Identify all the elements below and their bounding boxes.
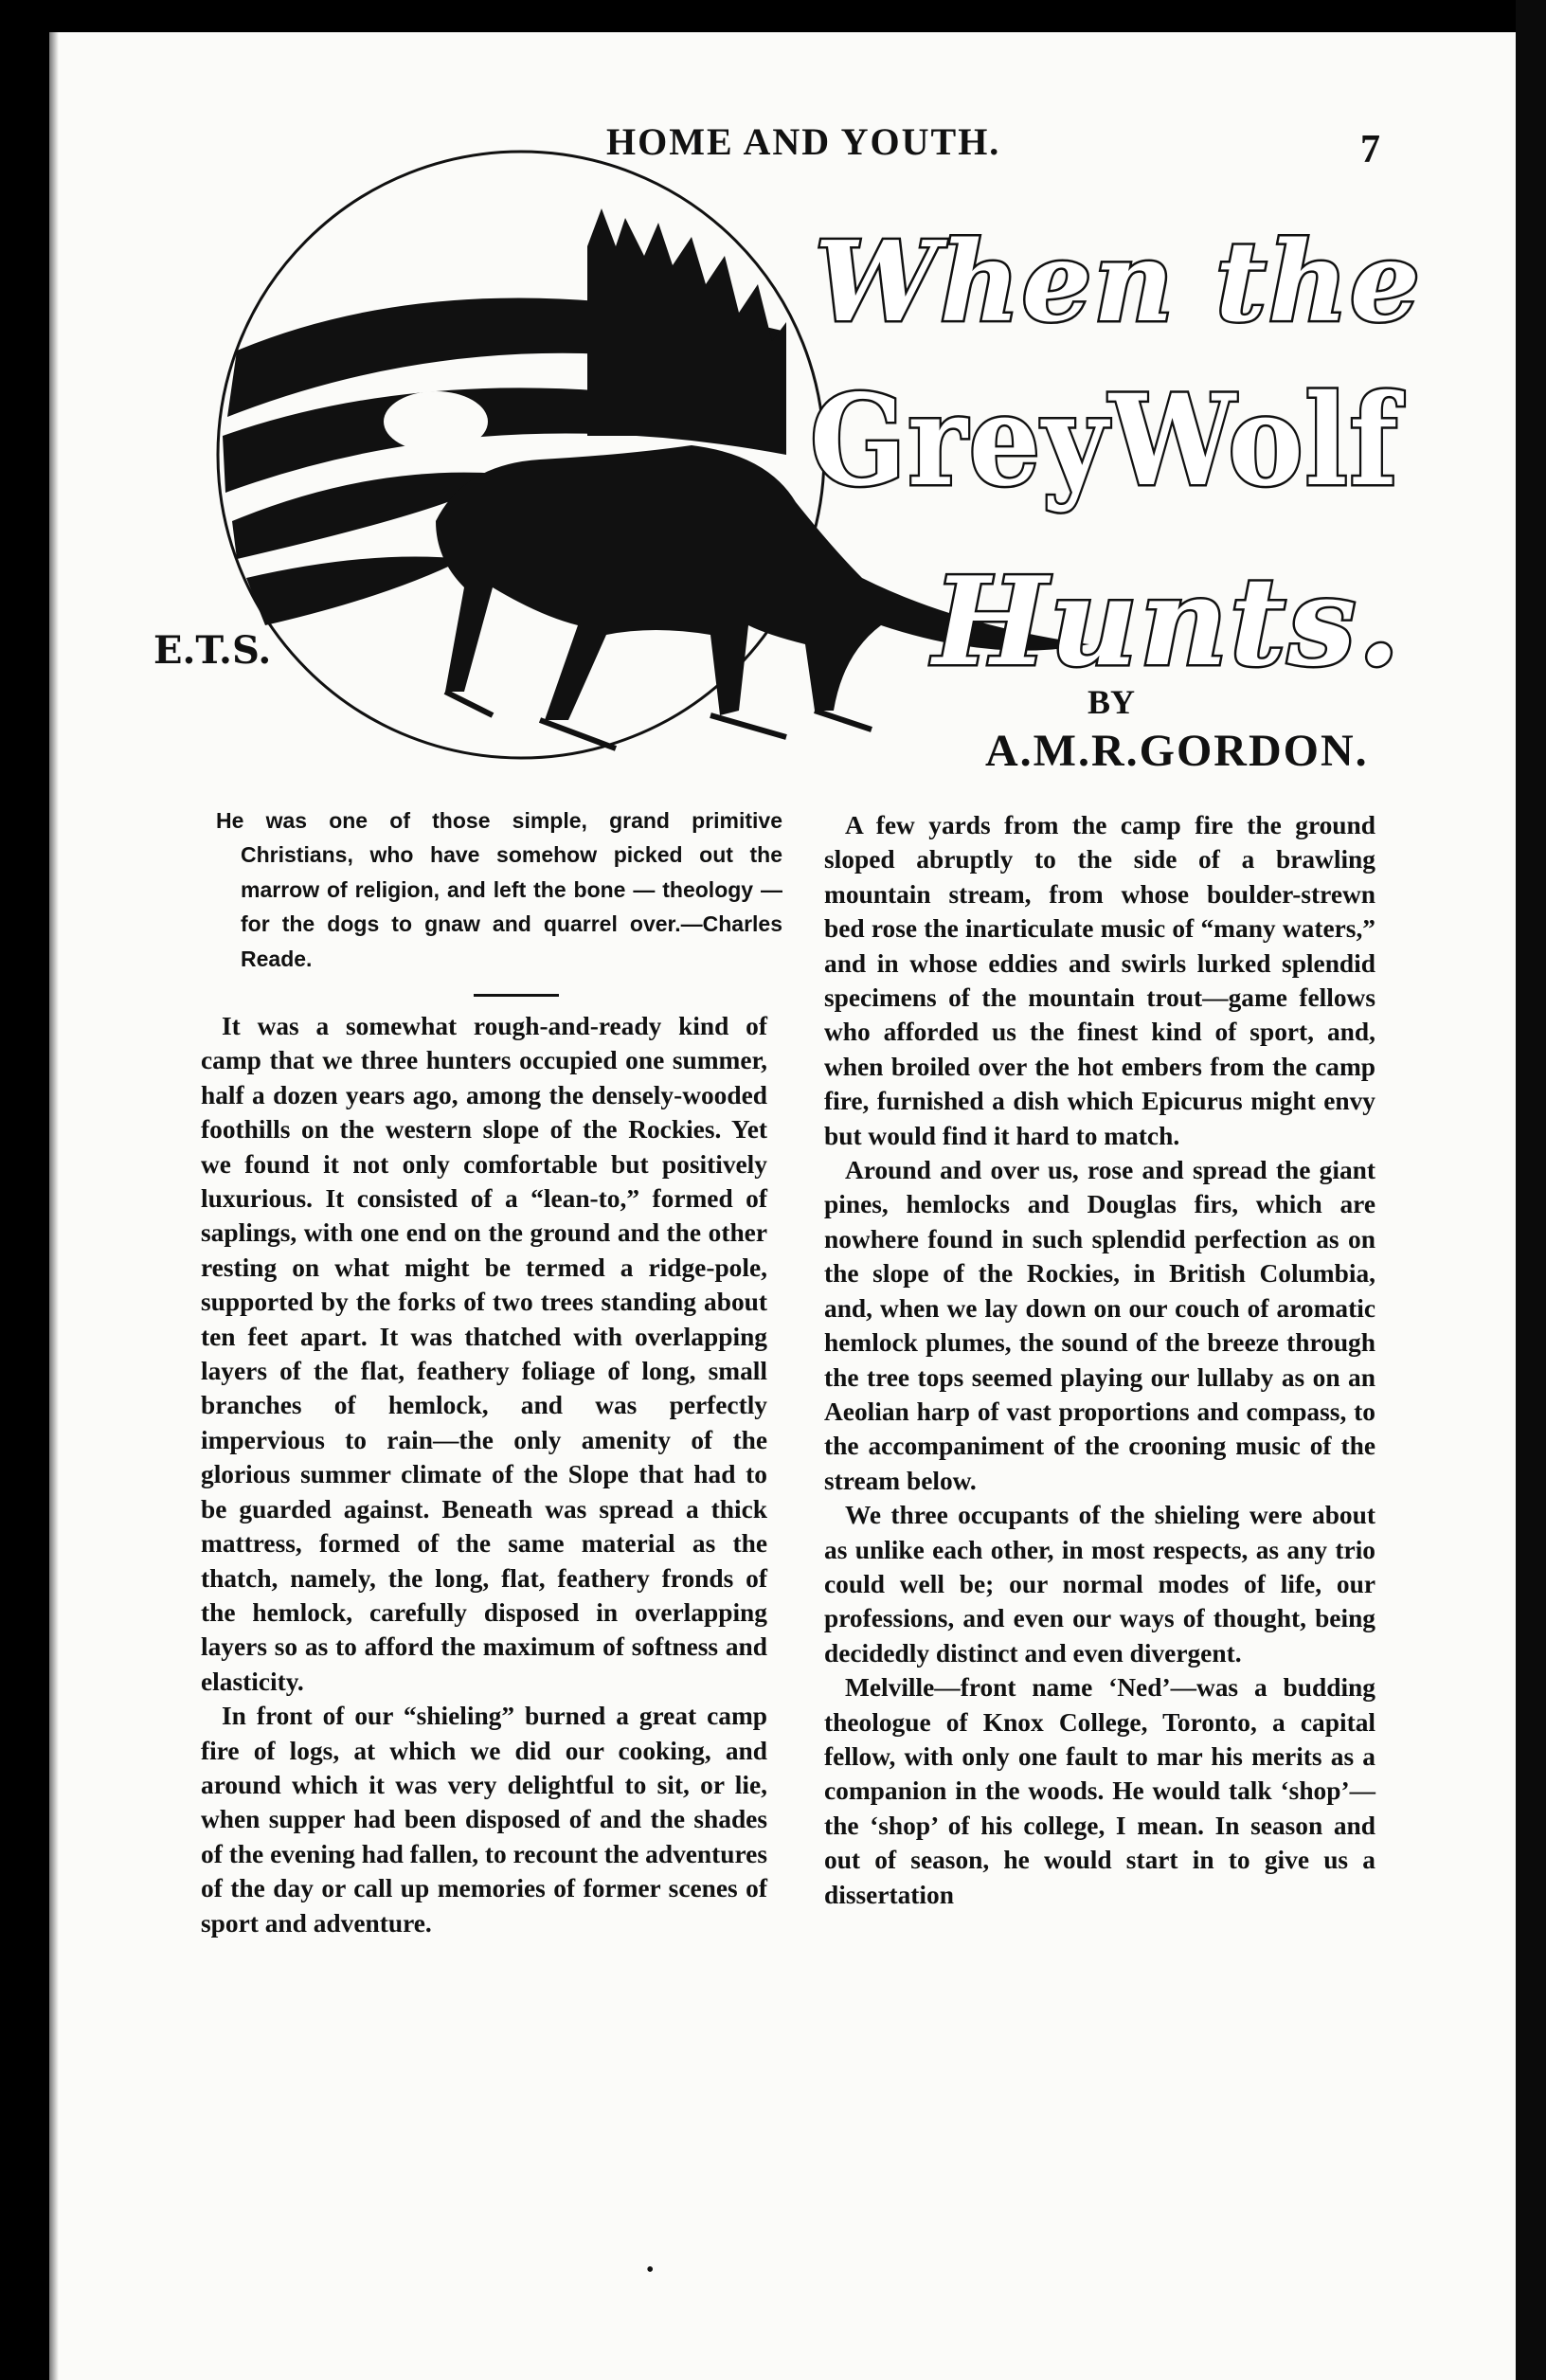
paragraph: Around and over us, rose and spread the giant pines, hemlocks and Douglas firs, which are nowhere found in such splendid perfection as on the slope of the Rockies, in British Columbia, and, when we lay down on our couch of aromatic hemlock plumes, the sound of the breeze through the tree tops seemed playing our lullaby as on an Aeolian harp of vast proportions and compass, to the accompaniment of the crooning music of the stream below. [824,1156,1375,1495]
page-number: 7 [1360,128,1380,171]
byline-author: A.M.R.GORDON. [985,726,1369,776]
paragraph: A few yards from the camp fire the ground sloped abruptly to the side of a brawling mountain stream, from whose boulder-strewn bed rose the inarticulate music of “many waters,” and in whose eddies and swirls lurked splendid specimens of the mountain trout—game fellows who afforded us the finest kind of sport, and, when broiled over the hot embers from the camp fire, furnished a dish which Epicurus might envy but would find it hard to match. [824,811,1375,1150]
scan-border [1516,0,1546,2380]
sky-band-4 [246,557,464,626]
page-gutter-shadow [49,32,59,2380]
byline-by: BY [1088,683,1136,721]
ink-speck: • [646,2258,655,2282]
epigraph-text: He was one of those simple, grand primitive Christians, who have somehow picked out the marrow of religion, and left the bone — theology — for the dogs to gnaw and quarrel over.—Charles Reade. [216,808,782,971]
article-title-line-3: Hunts. [933,551,1402,694]
illustrator-signature: E.T.S. [153,628,272,673]
article-title-line-1: When the [815,218,1422,347]
wolf-shadow-strokes [445,692,872,748]
paragraph: Melville—front name ‘Ned’—was a budding theologue of Knox College, Toronto, a capital fellow, with only one fault to mar his merits as a companion in the woods. He would talk ‘shop’—the ‘shop’ of his college, I mean. In season and out of season, he would start in to give us a dissertation [824,1673,1375,1909]
pine-trees [587,208,786,436]
epigraph [216,803,782,976]
setting-sun [384,391,488,452]
section-rule [474,994,559,997]
column-left [201,1009,767,1940]
running-title: HOME AND YOUTH. [606,120,1001,163]
column-right [824,808,1375,1912]
paragraph: It was a somewhat rough-and-ready kind of camp that we three hunters occupied one summer, half a dozen years ago, among the densely-wooded foothills on the western slope of the Rockies. Yet we found it not only comfortable but positively luxurious. It consisted of a “lean-to,” formed of saplings, with one end on the ground and the other resting on what might be termed a ridge-pole, supported by the forks of two trees standing about ten feet apart. It was thatched with overlapping layers of the flat, feathery foliage of long, small branches of hemlock, and was perfectly impervious to rain—the only amenity of the glorious summer climate of the Slope that had to be guarded against. Beneath was spread a thick mattress, formed of the same material as the thatch, namely, the long, flat, feathery fronds of the hemlock, carefully disposed in overlapping layers so as to afford the maximum of softness and elasticity. [201,1012,767,1696]
paragraph: We three occupants of the shieling were about as unlike each other, in most respects, as any trio could well be; our normal modes of life, our professions, and even our ways of thought, being decidedly distinct and even divergent. [824,1501,1375,1668]
paragraph: In front of our “shieling” burned a great camp fire of logs, at which we did our cooking, and around which it was very delightful to sit, or lie, when supper had been disposed of and the shades of the evening had fallen, to recount the adventures of the day or call up memories of former scenes of sport and adventure. [201,1702,767,1938]
article-title-line-2: GreyWolf [810,368,1400,514]
